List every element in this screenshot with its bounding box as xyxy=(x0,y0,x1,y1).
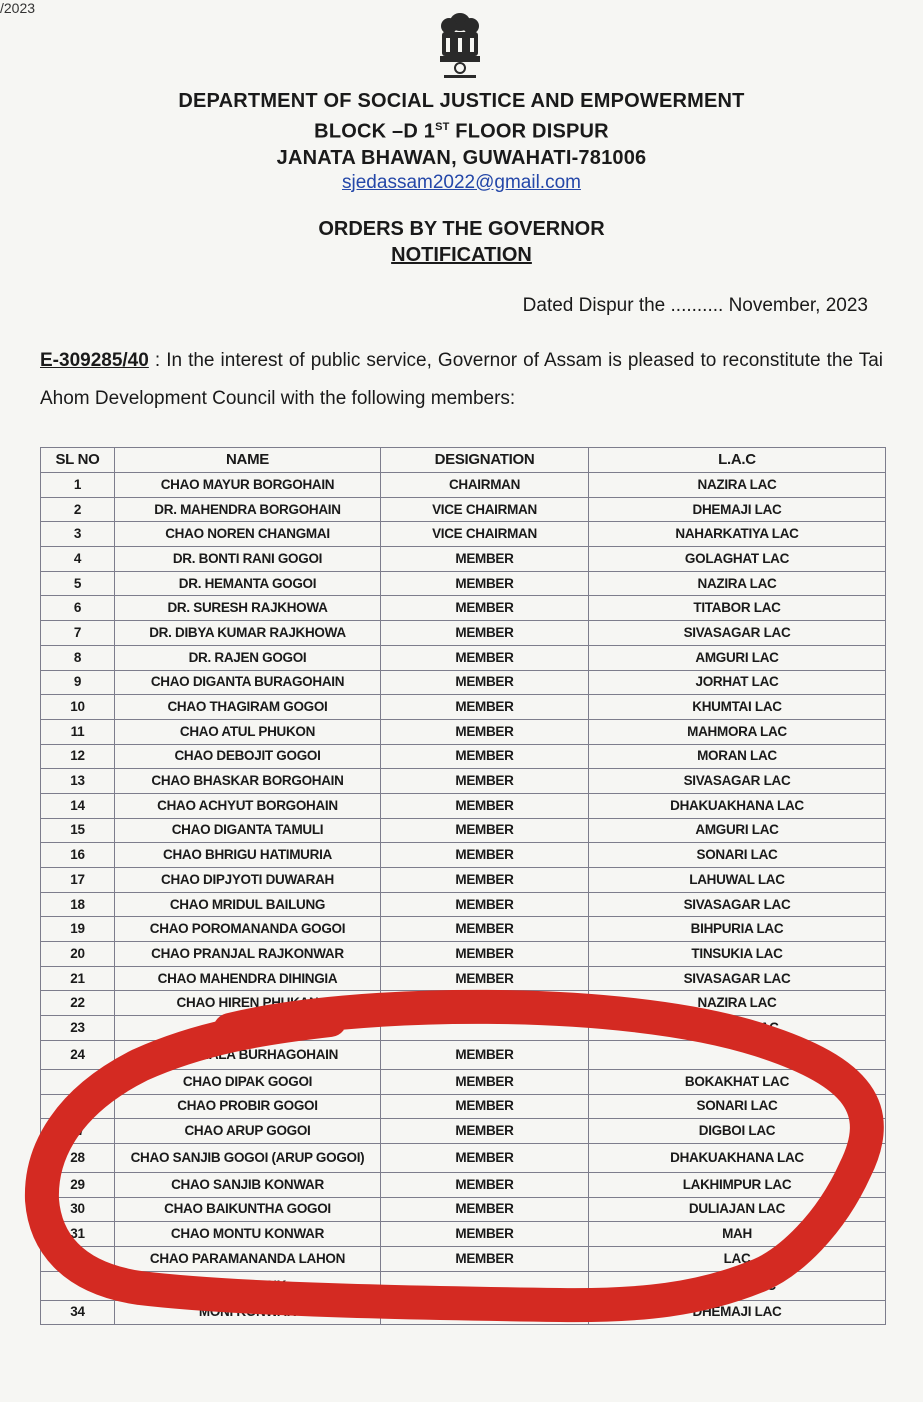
table-row xyxy=(41,843,886,868)
table-row xyxy=(41,1222,886,1247)
cell-name: CHAO MRIDUL BAILUNG xyxy=(115,892,381,917)
cell-designation: MEMBER xyxy=(381,1246,589,1271)
cell-lac: LAHUWAL LAC xyxy=(589,868,886,893)
cell-designation: MEMBER xyxy=(381,966,589,991)
notification-title: NOTIFICATION xyxy=(391,244,532,266)
cell-name: CHAO MAYUR BORGOHAIN xyxy=(115,473,381,498)
cell-designation: MEMBER xyxy=(381,843,589,868)
cell-designation: MEMBER xyxy=(381,670,589,695)
cell-name: CHAO BHRIGU HATIMURIA xyxy=(115,843,381,868)
cell-sl-no: 31 xyxy=(41,1222,115,1247)
cell-name: DR. SURESH RAJKHOWA xyxy=(115,596,381,621)
cell-designation: MEMBER xyxy=(381,695,589,720)
cell-sl-no: 9 xyxy=(41,670,115,695)
cell-sl-no: 2 xyxy=(41,497,115,522)
cell-lac: AMGURI LAC xyxy=(589,645,886,670)
table-row xyxy=(41,744,886,769)
cell-designation xyxy=(381,1016,589,1041)
cell-designation: MEMBER xyxy=(381,818,589,843)
cell-sl-no: 8 xyxy=(41,645,115,670)
reference-number: E-309285/40 xyxy=(40,350,149,371)
table-row xyxy=(41,621,886,646)
table-row xyxy=(41,1246,886,1271)
cell-lac xyxy=(589,1040,886,1069)
table-row xyxy=(41,1016,886,1041)
header-designation: DESIGNATION xyxy=(381,448,589,473)
cell-lac: NAHARKATIYA LAC xyxy=(589,522,886,547)
cell-sl-no: 1 xyxy=(41,473,115,498)
address-line-block: BLOCK –D 1ST FLOOR DISPUR xyxy=(314,120,609,143)
cell-designation: MEMBER xyxy=(381,793,589,818)
table-row xyxy=(41,1143,886,1172)
department-name: DEPARTMENT OF SOCIAL JUSTICE AND EMPOWERMENT xyxy=(178,90,745,112)
cell-designation: VICE CHAIRMAN xyxy=(381,522,589,547)
cell-name: CHAO ATUL PHUKON xyxy=(115,719,381,744)
table-row xyxy=(41,942,886,967)
header-lac: L.A.C xyxy=(589,448,886,473)
cell-sl-no: 23 xyxy=(41,1016,115,1041)
cell-designation: CHAIRMAN xyxy=(381,473,589,498)
cell-sl-no: 28 xyxy=(41,1143,115,1172)
cell-sl-no: 27 xyxy=(41,1119,115,1144)
cell-name: CHAO DIGANTA BURAGOHAIN xyxy=(115,670,381,695)
cell-name: CHAO PRANJAL RAJKONWAR xyxy=(115,942,381,967)
header-name: NAME xyxy=(115,448,381,473)
cell-name: CHAO ACHYUT BORGOHAIN xyxy=(115,793,381,818)
cell-name: CHAO POROMANANDA GOGOI xyxy=(115,917,381,942)
cell-lac: DHAKUAKHANA LAC xyxy=(589,793,886,818)
cell-name: CHAO DEBOJIT GOGOI xyxy=(115,744,381,769)
cell-sl-no: 34 xyxy=(41,1300,115,1325)
cell-name: CHAO THAGIRAM GOGOI xyxy=(115,695,381,720)
cell-lac: SIVASAGAR LAC xyxy=(589,966,886,991)
cell-sl-no: 14 xyxy=(41,793,115,818)
cell-lac: NAZIRA LAC xyxy=(589,991,886,1016)
cell-sl-no xyxy=(41,1246,115,1271)
cell-designation: MEMBER xyxy=(381,1094,589,1119)
cell-lac: SONARI LAC xyxy=(589,1094,886,1119)
cell-designation: MEMBER xyxy=(381,1222,589,1247)
cell-sl-no: 16 xyxy=(41,843,115,868)
cell-sl-no: 18 xyxy=(41,892,115,917)
cell-lac: AMGURI LAC xyxy=(589,1016,886,1041)
notification-paragraph: E-309285/40 : In the interest of public service, Governor of Assam is pleased to reconstitute the Tai Ahom Development Council with the following members: xyxy=(40,350,883,409)
cell-lac: TITABOR LAC xyxy=(589,596,886,621)
cell-name: CHA xyxy=(115,1016,381,1041)
table-row xyxy=(41,818,886,843)
table-row xyxy=(41,1069,886,1094)
cell-name: DR. BONTI RANI GOGOI xyxy=(115,547,381,572)
cell-designation: MEMBER xyxy=(381,645,589,670)
cell-designation: MEMBER xyxy=(381,942,589,967)
cell-lac: JORHAT LAC xyxy=(589,670,886,695)
cell-sl-no: 17 xyxy=(41,868,115,893)
email-link[interactable]: sjedassam2022@gmail.com xyxy=(342,171,581,193)
cell-name: CHAO NOREN CHANGMAI xyxy=(115,522,381,547)
cell-sl-no: 30 xyxy=(41,1197,115,1222)
cell-lac: DHEMAJI LAC xyxy=(589,1300,886,1325)
cell-lac: AMGURI LAC xyxy=(589,818,886,843)
table-row xyxy=(41,917,886,942)
cell-lac: SIVASAGAR LAC xyxy=(589,892,886,917)
cell-sl-no: 10 xyxy=(41,695,115,720)
cell-name: CHAO HIREN PHUKAN xyxy=(115,991,381,1016)
cell-designation: MEMBER xyxy=(381,719,589,744)
cell-lac: DHAKUAKHANA LAC xyxy=(589,1143,886,1172)
cell-name: CHAO DIPAK GOGOI xyxy=(115,1069,381,1094)
cell-lac: SONARI LAC xyxy=(589,843,886,868)
cell-name: CHAO DIGANTA TAMULI xyxy=(115,818,381,843)
cell-name: CHAO BAIKUNTHA GOGOI xyxy=(115,1197,381,1222)
cell-lac: NAZIRA LAC xyxy=(589,473,886,498)
table-row xyxy=(41,522,886,547)
cell-designation: MEMBER xyxy=(381,1197,589,1222)
cell-lac: LAKHIMPUR LAC xyxy=(589,1172,886,1197)
state-emblem-icon xyxy=(432,8,488,82)
table-row xyxy=(41,497,886,522)
cell-name: MONI KONWAR xyxy=(115,1300,381,1325)
cell-sl-no: 6 xyxy=(41,596,115,621)
table-row xyxy=(41,571,886,596)
cell-name: CHAO PARAMANANDA LAHON xyxy=(115,1246,381,1271)
table-row xyxy=(41,1271,886,1300)
cell-designation: MEMBER xyxy=(381,868,589,893)
cell-lac: KHUMTAI LAC xyxy=(589,695,886,720)
table-row xyxy=(41,1119,886,1144)
cell-designation: VICE CHAIRMAN xyxy=(381,497,589,522)
table-row xyxy=(41,793,886,818)
cell-designation: MEMBER xyxy=(381,596,589,621)
cell-lac: MORAN LAC xyxy=(589,744,886,769)
cell-designation: MEMBER xyxy=(381,744,589,769)
table-row xyxy=(41,596,886,621)
cell-lac: BIHPURIA LAC xyxy=(589,917,886,942)
table-row xyxy=(41,868,886,893)
cell-name: JYOTI MALA BURHAGOHAIN xyxy=(115,1040,381,1069)
corner-date-fragment: /2023 xyxy=(0,0,36,16)
cell-sl-no: 12 xyxy=(41,744,115,769)
cell-sl-no xyxy=(41,1271,115,1300)
cell-sl-no: 29 xyxy=(41,1172,115,1197)
table-row xyxy=(41,695,886,720)
cell-designation: MEMBER xyxy=(381,892,589,917)
cell-designation xyxy=(381,1271,589,1300)
cell-designation: MEMBER xyxy=(381,1300,589,1325)
cell-name: DR. DIBYA KUMAR RAJKHOWA xyxy=(115,621,381,646)
cell-designation: MEMBER xyxy=(381,547,589,572)
cell-sl-no: 22 xyxy=(41,991,115,1016)
header-sl-no: SL NO xyxy=(41,448,115,473)
cell-name: CHAO ARUP GOGOI xyxy=(115,1119,381,1144)
cell-designation: MEMBER xyxy=(381,991,589,1016)
cell-sl-no xyxy=(41,1094,115,1119)
cell-lac: SIVASAGAR LAC xyxy=(589,769,886,794)
cell-sl-no: 5 xyxy=(41,571,115,596)
cell-designation: MEMBER xyxy=(381,571,589,596)
cell-lac: NAZIRA LAC xyxy=(589,571,886,596)
cell-lac: DHEMAJI LAC xyxy=(589,497,886,522)
cell-lac: DULIAJAN LAC xyxy=(589,1197,886,1222)
table-row xyxy=(41,769,886,794)
table-row xyxy=(41,966,886,991)
table-row xyxy=(41,670,886,695)
table-header-row xyxy=(41,448,886,473)
members-table xyxy=(40,447,886,1325)
cell-lac: MAHMORA LAC xyxy=(589,719,886,744)
cell-designation: MEMBER xyxy=(381,917,589,942)
cell-lac: TINSUKIA LAC xyxy=(589,942,886,967)
table-row xyxy=(41,1094,886,1119)
cell-name: CHAO MONTU KONWAR xyxy=(115,1222,381,1247)
cell-name: CHAO SANJIB GOGOI (ARUP GOGOI) xyxy=(115,1143,381,1172)
dated-line: Dated Dispur the .......... November, 2023 xyxy=(522,295,868,316)
cell-lac: LAC xyxy=(589,1246,886,1271)
cell-designation: MEMBER xyxy=(381,1069,589,1094)
cell-designation: MEMBER xyxy=(381,621,589,646)
cell-sl-no: 21 xyxy=(41,966,115,991)
cell-designation: MEMBER xyxy=(381,1040,589,1069)
cell-designation: MEMBER xyxy=(381,1172,589,1197)
cell-name: DR. MAHENDRA BORGOHAIN xyxy=(115,497,381,522)
cell-sl-no: 15 xyxy=(41,818,115,843)
cell-sl-no xyxy=(41,1069,115,1094)
cell-sl-no: 19 xyxy=(41,917,115,942)
cell-name: DR. HEMANTA GOGOI xyxy=(115,571,381,596)
cell-name: CHAO SANJIB KONWAR xyxy=(115,1172,381,1197)
cell-name: CHAO BHASKAR BORGOHAIN xyxy=(115,769,381,794)
cell-name: CHAO DIPJYOTI DUWARAH xyxy=(115,868,381,893)
cell-lac: SIVASAGAR LAC xyxy=(589,621,886,646)
cell-lac: BOKAKHAT LAC xyxy=(589,1069,886,1094)
cell-name: DR. RAJEN GOGOI xyxy=(115,645,381,670)
cell-sl-no: 3 xyxy=(41,522,115,547)
cell-lac: DIGBOI LAC xyxy=(589,1119,886,1144)
table-row xyxy=(41,1172,886,1197)
cell-sl-no: 4 xyxy=(41,547,115,572)
table-row xyxy=(41,1197,886,1222)
table-row xyxy=(41,719,886,744)
cell-designation: MEMBER xyxy=(381,769,589,794)
table-row xyxy=(41,473,886,498)
cell-sl-no: 20 xyxy=(41,942,115,967)
table-row xyxy=(41,1300,886,1325)
table-row xyxy=(41,892,886,917)
cell-sl-no: 11 xyxy=(41,719,115,744)
cell-designation: MEMBER xyxy=(381,1143,589,1172)
cell-sl-no: 24 xyxy=(41,1040,115,1069)
table-row xyxy=(41,547,886,572)
cell-lac: GOLAGHAT LAC xyxy=(589,547,886,572)
table-row xyxy=(41,1040,886,1069)
cell-lac: SADIYA LAC xyxy=(589,1271,886,1300)
cell-sl-no: 13 xyxy=(41,769,115,794)
table-row xyxy=(41,645,886,670)
table-row xyxy=(41,991,886,1016)
cell-name: CHAO PROBIR GOGOI xyxy=(115,1094,381,1119)
cell-name: CHAO MAHENDRA DIHINGIA xyxy=(115,966,381,991)
cell-name: CHAO TANK xyxy=(115,1271,381,1300)
orders-title: ORDERS BY THE GOVERNOR xyxy=(318,218,605,240)
address-line-city: JANATA BHAWAN, GUWAHATI-781006 xyxy=(276,146,647,169)
cell-sl-no: 7 xyxy=(41,621,115,646)
cell-designation: MEMBER xyxy=(381,1119,589,1144)
cell-lac: MAH xyxy=(589,1222,886,1247)
